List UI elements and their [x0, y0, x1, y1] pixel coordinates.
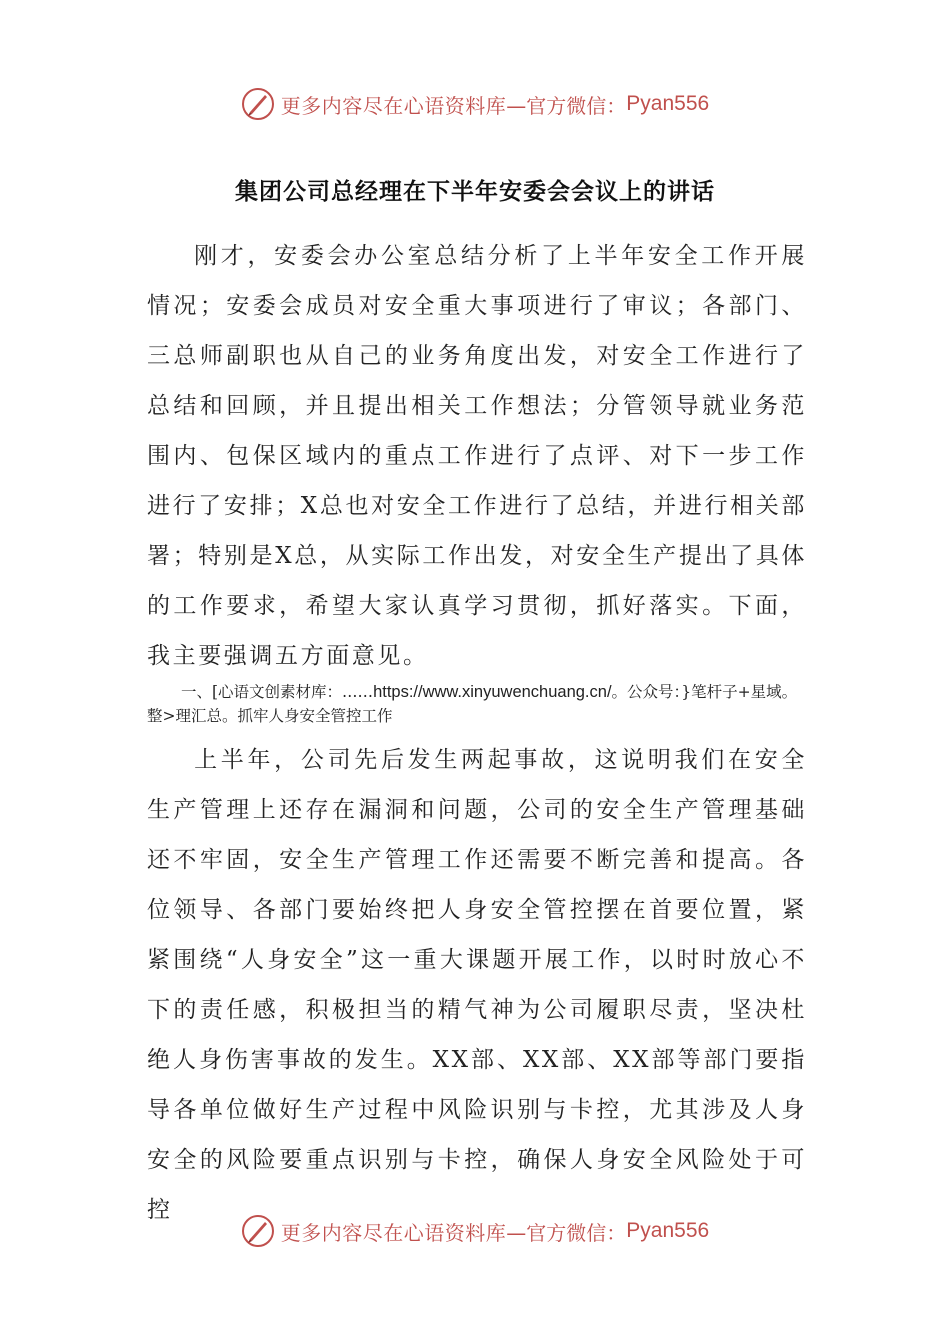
heading-suffix: 。公众号：}笔杆子+星域。整>理汇总。抓牢人身安全管控工作 — [147, 683, 798, 725]
banner-wechat-id: Pyan556 — [626, 92, 710, 115]
footer-banner — [0, 1211, 950, 1251]
heading-url: https://www.xinyuwenchuang.cn/ — [373, 683, 612, 701]
banner-text: 更多内容尽在心语资料库 — [280, 1220, 507, 1245]
body-paragraph-1 — [147, 231, 807, 681]
heading-prefix: 一、[心语文创素材库：…… — [181, 683, 374, 701]
paragraph-1-text: 刚才，安委会办公室总结分析了上半年安全工作开展情况；安委会成员对安全重大事项进行了审议；各部门、三总师副职也从自己的业务角度出发，对安全工作进行了总结和回顾，并且提出相关工作想法；分管领导就业务范围内、包保区域内的重点工作进行了点评、对下一步工作进行了安排；X总也对安全工作进行了总结，并进行相关部署；特别是X总，从实际工作出发，对安全生产提出了具体的工作要求，希望大家认真学习贯彻，抓好落实。下面，我主要强调五方面意见。 — [147, 243, 807, 669]
banner-wechat-label: —官方微信： — [506, 1220, 627, 1245]
quill-logo-icon — [241, 87, 275, 121]
document-title: 集团公司总经理在下半年安委会会议上的讲话 — [235, 179, 715, 205]
quill-logo-icon — [241, 1214, 275, 1248]
header-banner — [0, 84, 950, 124]
paragraph-2-text: 上半年，公司先后发生两起事故，这说明我们在安全生产管理上还存在漏洞和问题，公司的安全生产管理基础还不牢固，安全生产管理工作还需要不断完善和提高。各位领导、各部门要始终把人身安全管控摆在首要位置，紧紧围绕“人身安全”这一重大课题开展工作，以时时放心不下的责任感，积极担当的精气神为公司履职尽责，坚决杜绝人身伤害事故的发生。XX部、XX部、XX部等部门要指导各单位做好生产过程中风险识别与卡控，尤其涉及人身安全的风险要重点识别与卡控，确保人身安全风险处于可控 — [147, 747, 807, 1223]
banner-text: 更多内容尽在心语资料库 — [280, 93, 507, 118]
banner-wechat-label: —官方微信： — [506, 93, 627, 118]
banner-wechat-id: Pyan556 — [626, 1219, 710, 1242]
body-paragraph-2 — [147, 735, 807, 1235]
section-heading-1 — [147, 680, 807, 728]
